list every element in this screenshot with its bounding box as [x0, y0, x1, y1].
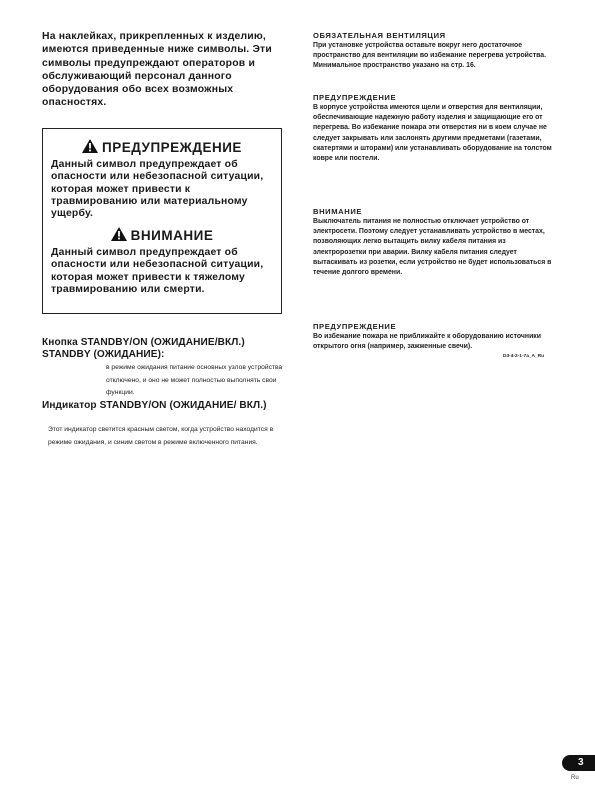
warning-title-text: ПРЕДУПРЕЖДЕНИЕ: [102, 140, 242, 155]
warning2-heading: ПРЕДУПРЕЖДЕНИЕ: [313, 322, 397, 331]
language-code: Ru: [571, 775, 579, 781]
warning-triangle-icon: [111, 227, 127, 244]
warning1-heading: ПРЕДУПРЕЖДЕНИЕ: [313, 93, 397, 102]
page-number-badge: [562, 755, 595, 771]
warning1-body: В корпусе устройства имеются щели и отверстия для вентиляции, обеспечивающие надежную работу изделия и защищающие его от перегрева. Во избежание пожара эти отверстия ни в коем случае не следует закрывать или заслонять другими предметами (газетами, скатертями и шторами) или устанавливать оборудование на толстом ковре или постели.: [313, 104, 552, 163]
warning-title: [43, 139, 281, 156]
warning-description: Данный символ предупреждает об опасности или небезопасной ситуации, которая может привести к травмированию или материальному ущербу.: [51, 159, 264, 220]
page-number: 3: [578, 757, 584, 768]
ventilation-body: При установке устройства оставьте вокруг него достаточное пространство для вентиляции во избежание перегрева устройства. Минимальное пространство указано на стр. 16.: [313, 42, 546, 70]
caution-title-text: ВНИМАНИЕ: [130, 228, 214, 243]
caution-description: Данный символ предупреждает об опасности или небезопасной ситуации, которая может привести к тяжелому травмированию или смерти.: [51, 247, 264, 295]
intro-paragraph: На наклейках, прикрепленных к изделию, имеются приведенные ниже символы. Эти символы предупреждают операторов и обслуживающий персонал данного оборудования обо всех возможных опасностях.: [42, 31, 272, 109]
document-code: D3-4-2-1-7a_A_Ru: [503, 354, 545, 359]
caution-heading: ВНИМАНИЕ: [313, 207, 363, 216]
warning2-body: Во избежание пожара не приближайте к оборудованию источники открытого огня (например, зажженные свечи).: [313, 333, 541, 351]
caution-title: [43, 227, 281, 244]
ventilation-heading: ОБЯЗАТЕЛЬНАЯ ВЕНТИЛЯЦИЯ: [313, 31, 446, 40]
standby-heading: Кнопка STANDBY/ON (ОЖИДАНИЕ/ВКЛ.) STANDBY (ОЖИДАНИЕ):: [42, 337, 245, 360]
warning-triangle-icon: [82, 139, 98, 156]
indicator-heading: Индикатор STANDBY/ON (ОЖИДАНИЕ/ ВКЛ.): [42, 400, 267, 411]
indicator-description: Этот индикатор светится красным светом, когда устройство находится в режиме ожидания, и синим светом в режиме включенного питания.: [48, 426, 274, 446]
standby-description: в режиме ожидания питание основных узлов устройства отключено, и оно не может полностью выполнять свои функции.: [106, 364, 283, 396]
caution-body: Выключатель питания не полностью отключает устройство от электросети. Поэтому следует устанавливать устройство в местах, позволяющих легко вытащить вилку кабеля питания из электророзетки при аварии. Вилку кабеля питания следует вытаскивать из розетки, если устройство не будет использоваться в течение долгого времени.: [313, 218, 552, 277]
hazard-symbols-box: [42, 128, 282, 314]
